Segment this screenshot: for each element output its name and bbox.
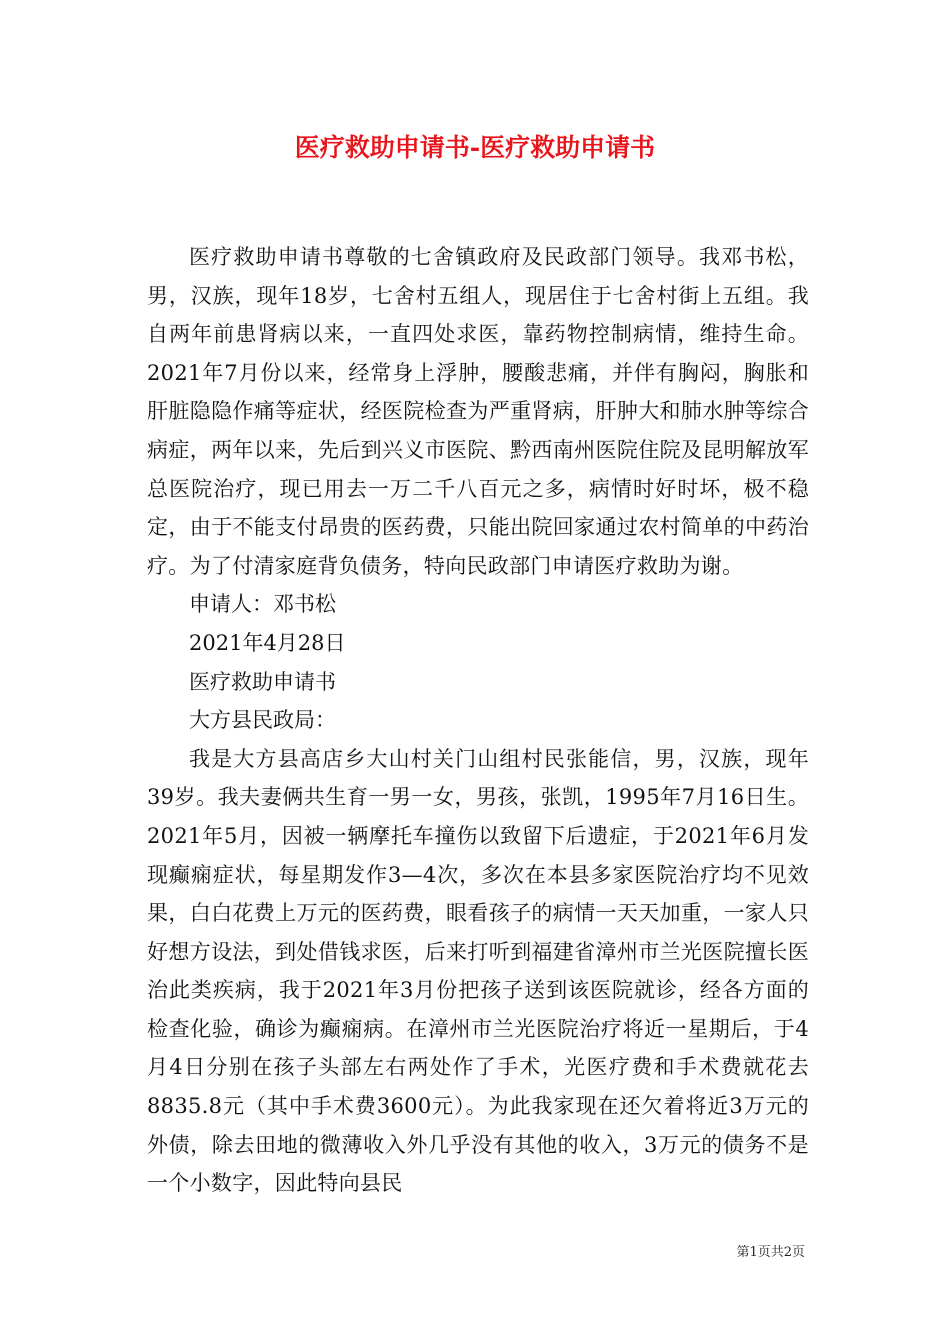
paragraph-application-2: 我是大方县高店乡大山村关门山组村民张能信，男，汉族，现年39岁。我夫妻俩共生育一男一女，男孩，张凯，1995年7月16日生。2021年5月，因被一辆摩托车撞伤以致留下后遗症，于2021年6月发现癫痫症状，每星期发作3—4次，多次在本县多家医院治疗均不见效果，白白花费上万元的医药费，眼看孩子的病情一天天加重，一家人只好想方设法，到处借钱求医，后来打听到福建省漳州市兰光医院擅长医治此类疾病，我于2021年3月份把孩子送到该医院就诊，经各方面的检查化验，确诊为癫痫病。在漳州市兰光医院治疗将近一星期后，于4月4日分别在孩子头部左右两处作了手术，光医疗费和手术费就花去8835.8元（其中手术费3600元）。为此我家现在还欠着将近3万元的外债，除去田地的微薄收入外几乎没有其他的收入，3万元的债务不是一个小数字，因此特向县民 — [147, 746, 809, 1196]
page-number: 第1页共2页 — [736, 1245, 805, 1260]
page-title: 医疗救助申请书-医疗救助申请书 — [294, 133, 656, 162]
applicant-line: 申请人：邓书松 — [189, 592, 336, 617]
salutation: 大方县民政局： — [189, 708, 336, 733]
document-body — [147, 238, 809, 1203]
paragraph-application-1: 医疗救助申请书尊敬的七舍镇政府及民政部门领导。我邓书松，男，汉族，现年18岁，七舍村五组人，现居住于七舍村街上五组。我自两年前患肾病以来，一直四处求医，靠药物控制病情，维持生命。2021年7月份以来，经常身上浮肿，腰酸悲痛，并伴有胸闷，胸胀和肝脏隐隐作痛等症状，经医院检查为严重肾病，肝肿大和肺水肿等综合病症，两年以来，先后到兴义市医院、黔西南州医院住院及昆明解放军总医院治疗，现已用去一万二千八百元之多，病情时好时坏，极不稳定，由于不能支付昂贵的医药费，只能出院回家通过农村简单的中药治疗。为了付清家庭背负债务，特向民政部门申请医疗救助为谢。 — [147, 245, 809, 578]
second-title: 医疗救助申请书 — [189, 669, 336, 694]
date-line: 2021年4月28日 — [189, 630, 346, 655]
